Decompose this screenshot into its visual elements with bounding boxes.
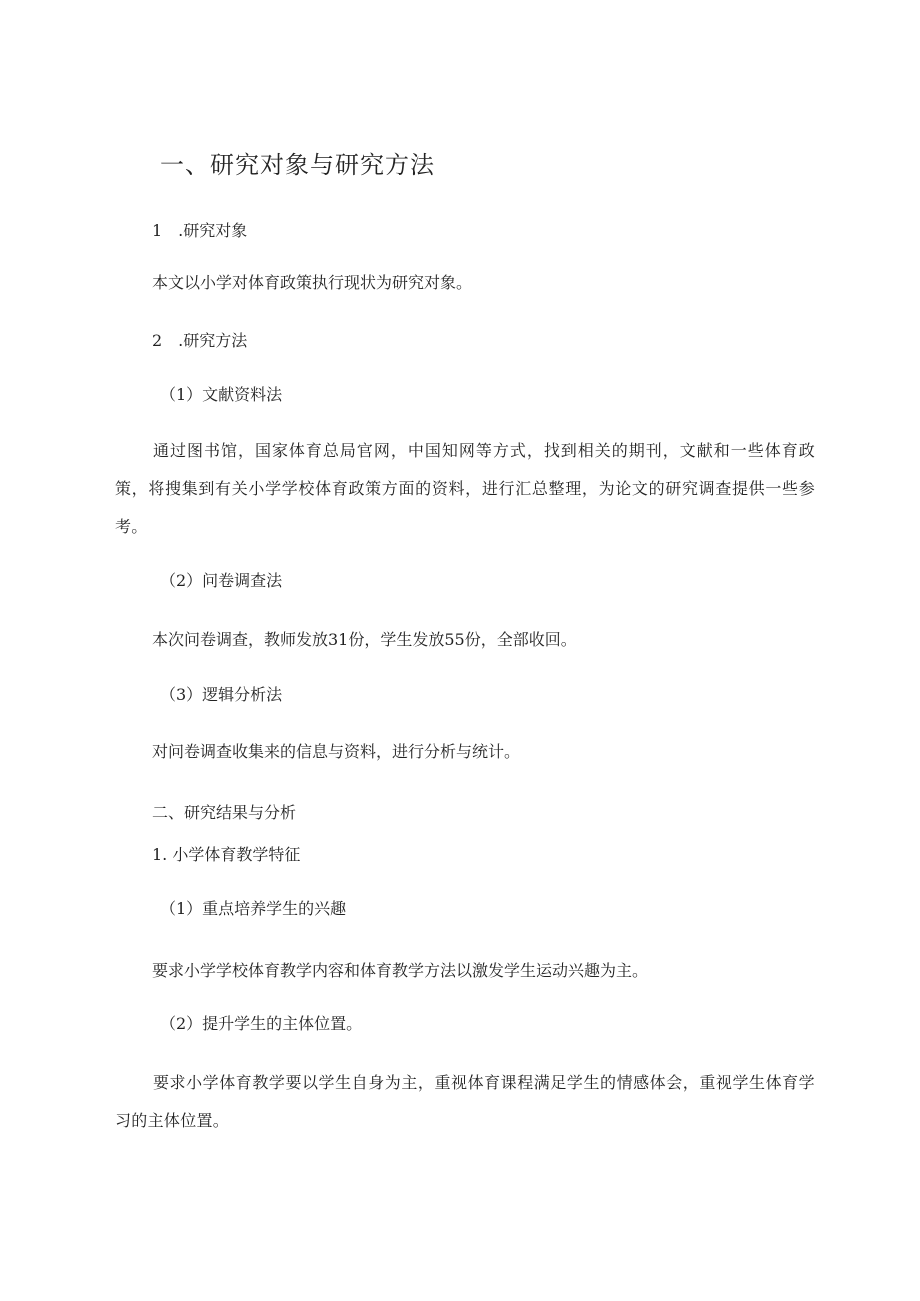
method-logic-text: 对问卷调查收集来的信息与资料，进行分析与统计。: [152, 742, 521, 761]
subsection-teaching-features: 1. 小学体育教学特征: [152, 845, 301, 864]
feature-subject-text: 要求小学体育教学要以学生自身为主，重视体育课程满足学生的情感体会，重视学生体育学习的主体位置。: [115, 1073, 815, 1130]
subsection-research-method: 2 .研究方法: [152, 331, 248, 350]
feature-subject-label: （2）提升学生的主体位置。: [160, 1014, 363, 1033]
section-1-heading: 一、研究对象与研究方法: [160, 151, 435, 179]
feature-interest-text: 要求小学学校体育教学内容和体育教学方法以激发学生运动兴趣为主。: [152, 961, 649, 980]
research-object-text: 本文以小学对体育政策执行现状为研究对象。: [152, 273, 473, 292]
method-literature-label: （1）文献资料法: [160, 385, 283, 404]
method-literature-text: 通过图书馆，国家体育总局官网，中国知网等方式，找到相关的期刊，文献和一些体育政策，将搜集到有关小学学校体育政策方面的资料，进行汇总整理，为论文的研究调查提供一些参考。: [115, 441, 815, 536]
method-logic-label: （3）逻辑分析法: [160, 685, 283, 704]
method-questionnaire-label: （2）问卷调查法: [160, 571, 283, 590]
method-questionnaire-text: 本次问卷调查，教师发放31份，学生发放55份，全部收回。: [152, 630, 577, 649]
section-2-heading: 二、研究结果与分析: [152, 803, 297, 822]
feature-interest-label: （1）重点培养学生的兴趣: [160, 899, 347, 918]
subsection-research-object: 1 .研究对象: [152, 221, 248, 240]
